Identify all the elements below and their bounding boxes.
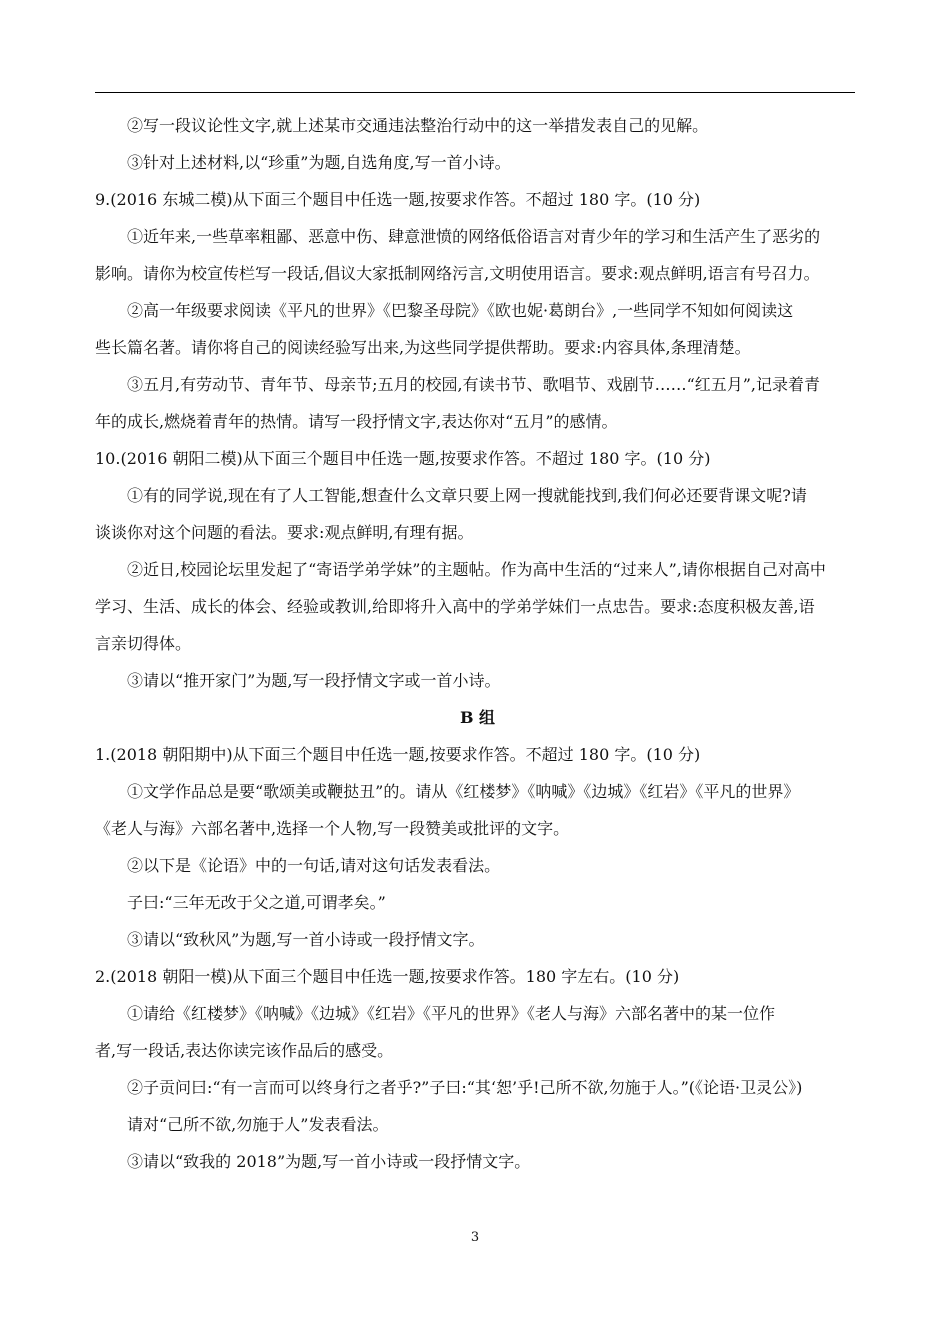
question-heading: 9.(2016 东城二模)从下面三个题目中任选一题,按要求作答。不超过 180 字。(10 分)	[95, 190, 701, 209]
text-line: ①有的同学说,现在有了人工智能,想查什么文章只要上网一搜就能找到,我们何必还要背课文呢?请	[127, 486, 807, 505]
text-line: 年的成长,燃烧着青年的热情。请写一段抒情文字,表达你对“五月”的感情。	[95, 412, 618, 431]
text-line: ②子贡问曰:“有一言而可以终身行之者乎?”子曰:“其‘恕’乎!己所不欲,勿施于人。”(《论语·卫灵公》)	[127, 1078, 803, 1097]
header-rule	[95, 92, 855, 93]
text-line: ②高一年级要求阅读《平凡的世界》《巴黎圣母院》《欧也妮·葛朗台》,一些同学不知如何阅读这	[127, 301, 794, 320]
text-line: ②近日,校园论坛里发起了“寄语学弟学妹”的主题帖。作为高中生活的“过来人”,请你根据自己对高中	[127, 560, 826, 579]
text-line: 者,写一段话,表达你读完该作品后的感受。	[95, 1041, 394, 1060]
text-line: 谈谈你对这个问题的看法。要求:观点鲜明,有理有据。	[95, 523, 474, 542]
question-heading: 1.(2018 朝阳期中)从下面三个题目中任选一题,按要求作答。不超过 180 字。(10 分)	[95, 745, 701, 764]
text-line: 影响。请你为校宣传栏写一段话,倡议大家抵制网络污言,文明使用语言。要求:观点鲜明,语言有号召力。	[95, 264, 820, 283]
text-line: 《老人与海》六部名著中,选择一个人物,写一段赞美或批评的文字。	[95, 819, 570, 838]
question-heading: 10.(2016 朝阳二模)从下面三个题目中任选一题,按要求作答。不超过 180 字。(10 分)	[95, 449, 711, 468]
text-line: ①近年来,一些草率粗鄙、恶意中伤、肆意泄愤的网络低俗语言对青少年的学习和生活产生了恶劣的	[127, 227, 821, 246]
section-heading: B 组	[459, 708, 496, 727]
text-line: ②写一段议论性文字,就上述某市交通违法整治行动中的这一举措发表自己的见解。	[127, 116, 709, 135]
text-line: ①文学作品总是要“歌颂美或鞭挞丑”的。请从《红楼梦》《呐喊》《边城》《红岩》《平凡的世界》	[127, 782, 800, 801]
text-line: ③五月,有劳动节、青年节、母亲节;五月的校园,有读书节、歌唱节、戏剧节……“红五月”,记录着青	[127, 375, 821, 394]
text-line: 言亲切得体。	[95, 634, 192, 653]
text-line: ②以下是《论语》中的一句话,请对这句话发表看法。	[127, 856, 501, 875]
text-line: ③请以“致我的 2018”为题,写一首小诗或一段抒情文字。	[127, 1152, 531, 1171]
text-line: 子曰:“三年无改于父之道,可谓孝矣。”	[127, 893, 386, 912]
text-line: ①请给《红楼梦》《呐喊》《边城》《红岩》《平凡的世界》《老人与海》六部名著中的某一位作	[127, 1004, 776, 1023]
text-line: 请对“己所不欲,勿施于人”发表看法。	[127, 1115, 389, 1134]
text-line: ③请以“推开家门”为题,写一段抒情文字或一首小诗。	[127, 671, 501, 690]
page-content	[95, 113, 860, 1186]
question-heading: 2.(2018 朝阳一模)从下面三个题目中任选一题,按要求作答。180 字左右。(10 分)	[95, 967, 680, 986]
page-number: 3	[470, 1230, 480, 1245]
text-line: 些长篇名著。请你将自己的阅读经验写出来,为这些同学提供帮助。要求:内容具体,条理清楚。	[95, 338, 751, 357]
text-line: ③请以“致秋风”为题,写一首小诗或一段抒情文字。	[127, 930, 485, 949]
text-line: 学习、生活、成长的体会、经验或教训,给即将升入高中的学弟学妹们一点忠告。要求:态度积极友善,语	[95, 597, 815, 616]
text-line: ③针对上述材料,以“珍重”为题,自选角度,写一首小诗。	[127, 153, 511, 172]
